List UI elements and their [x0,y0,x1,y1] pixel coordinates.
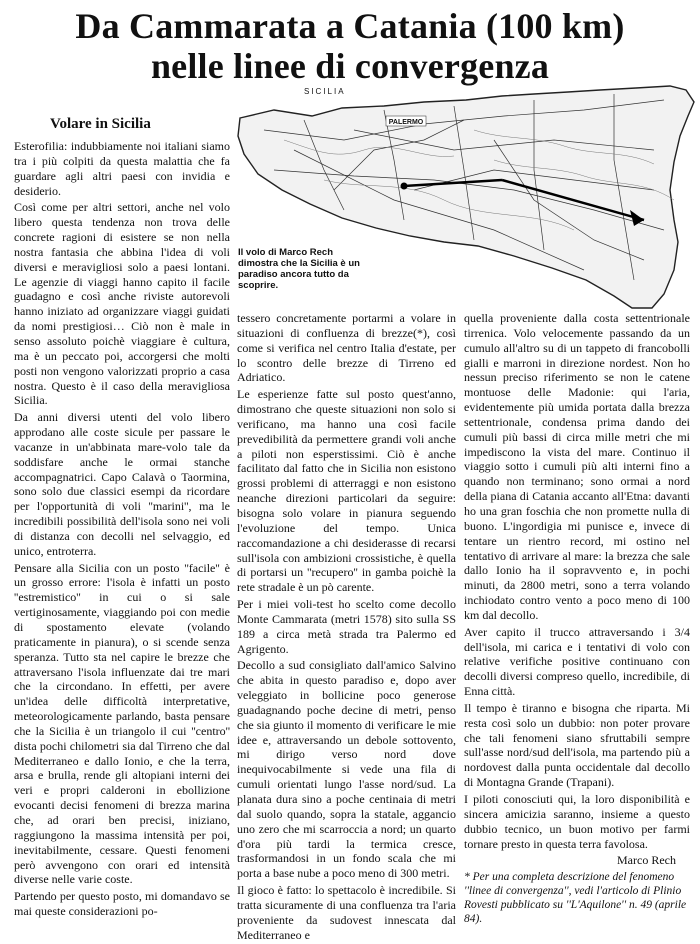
paragraph: quella proveniente dalla costa settentrionale tirrenica. Volo velocemente passando da un cumulo all'altro su di un tappeto di francobolli gialli e marroni in direzione nordest. Non ho nessun preciso riferimento se non le catene montuose delle Madonie: qui l'aria, evidentemente più umida portata dalla brezza settentrionale, condensa prima dando dei cumuli più bassi di circa mille metri che mi impediscono la vista del mare. Continuo il viaggio sotto i cumuli più alti interni fino a quando non terminano; sono ormai a nord della piana di Catania accanto all'Etna: davanti ho una gran foschia che non promette nulla di buono. L'ingordigia mi punisce e, invece di tentare un rientro record, mi ostino nel tentativo di arrivare al mare: la brezza che sale dallo Ionio ha il sopravvento e, in pochi minuti, da 2800 metri, sono a terra volando inchiodato contro vento a poco meno di 100 km dal decollo. [464,311,690,622]
paragraph: I piloti conosciuti qui, la loro disponibilità e sincera amicizia saranno, insieme a questo dubbio tecnico, un buon motivo per farmi tornare presto in questa terra favolosa. [464,792,690,851]
map-city-label-palermo: PALERMO [388,119,424,126]
title-line-1: Da Cammarata a Catania (100 km) [75,6,625,46]
paragraph: Decollo a sud consigliato dall'amico Salvino che abita in questo paradiso e, dopo aver veleggiato in bollicine poco generose guadagnando poche decine di metri, penso che sia giunto il momento di verificare le mie idee e, attraversando un debole sottovento, mi dirigo verso nord dove inequivocabilmente si vede una fila di cumuli orientati lungo l'asse nord/sud. La planata dura sino a poche centinaia di metri dal suolo quando, sopra la statale, aggancio uno zero che mi scarroccia a nord; un quarto d'ora più tardi la termica cresce, trasformandosi in un fondo scala che mi porta a base nube a poco meno di 300 metri. [237,658,456,881]
paragraph: Aver capito il trucco attraversando i 3/4 dell'isola, mi carica e i tentativi di volo con relative verifiche positive continuano con decolli diversi compreso quello, incredibile, di Enna città. [464,624,690,699]
footnote: * Per una completa descrizione del fenomeno ''linee di convergenza'', vedi l'articolo di Plinio Rovesti pubblicato su ''L'Aquilone'' n. 49 (aprile 84). [464,871,687,926]
title-line-2: nelle linee di convergenza [150,46,550,86]
paragraph: Partendo per questo posto, mi domandavo se mai queste considerazioni po- [14,889,230,919]
article-column-2 [237,311,456,944]
paragraph: Pensare alla Sicilia con un posto ''facile'' è un grosso errore: l'isola è infatti un posto ''estremistico'' in cui o si sale vertiginosamente, viaggiando poi con medie di spostamento elevate (volando praticamente in pianura), o si scende senza speranza. Tutto sta nel capire le brezze che attraversano l'isola influenzate dai tre mari che la circondano. In effetti, per avere un'idea delle difficoltà interpretative, meteorologicamente parlando, basta pensare che la Sicilia è un triangolo il cui ''centro'' dista pochi chilometri sia dal Tirreno che dal Mediterraneo e dallo Ionio, e che la terra, arsa e brulla, rende gli altopiani interni dei veri e propri calderoni in ebollizione evocanti decisi fenomeni di brezza marina che, ad orari ben precisi, iniziano, raggiungono la massima intensità per poi, inevitabilmente, cessare. Questi fenomeni però avvengono con orari ed intensità diverse nelle varie coste. [14,560,230,887]
paragraph: Esterofilia: indubbiamente noi italiani siamo tra i più colpiti da questa malattia che fa guardare agli altri paesi con invidia e desiderio. [14,139,230,198]
paragraph: Per i miei voli-test ho scelto come decollo Monte Cammarata (metri 1578) sito sulla SS 189 a circa metà strada tra Palermo ed Agrigento. [237,597,456,656]
article-column-3 [464,311,690,928]
map-region-label: SICILIA [304,87,346,96]
article-column-1 [14,139,230,921]
paragraph: Il gioco è fatto: lo spettacolo è incredibile. Si tratta sicuramente di una confluenza tra l'aria proveniente da sudovest innescata dal Mediterraneo e [237,883,456,942]
map-caption: Il volo di Marco Rech dimostra che la Sicilia è un paradiso ancora tutto da scoprire. [238,247,360,291]
takeoff-marker [401,183,408,190]
section-heading: Volare in Sicilia [50,116,151,132]
paragraph: Da anni diversi utenti del volo libero approdano alle coste sicule per passare le vacanze in un'abbinata mare-volo tale da soddisfare anche le ormai stanche accompagnatrici. Capo Calavà o Taormina, sono solo due classici esempi da ricordare per l'opportunità di voli ''marini'', ma le incredibili possibilità dell'isola sono nei voli di distanza con decolli nel selvaggio, ed unico, entroterra. [14,410,230,558]
paragraph: Così come per altri settori, anche nel volo libero questa tendenza non trova delle concrete ragioni di esistere se non nella nostra fantasia che abbina l'idea di voli diversi e meravigliosi solo a paesi lontani. Le agenzie di viaggi hanno capito il facile guadagno e così anche riviste autorevoli hanno iniziato ad organizzare viaggi guidati da nomi prestigiosi… Ciò non è male in senso assoluto poichè viaggiare è cultura, ma è un peccato poi, accorgersi che molti posti non vengono valorizzati proprio a casa nostra. Questo è il caso della meravigliosa Sicilia. [14,200,230,408]
article-title [0,6,700,86]
paragraph: Il tempo è tiranno e bisogna che riparta. Mi resta così solo un dubbio: non poter provare che tali fenomeni siano sfruttabili sempre sull'asse nord/sud dell'isola, ma partendo più a nordovest dalla punta occidentale dal decollo di Montagna Grande (Trapani). [464,700,690,790]
author-signature: Marco Rech [617,853,676,868]
paragraph: Le esperienze fatte sul posto quest'anno, dimostrano che queste situazioni non solo si verificano, ma hanno una così facile prevedibilità da permettere grandi voli anche a piloti non esperstissimi. Ciò è anche facilitato dal fatto che in Sicilia non esistono grossi problemi di atterraggi e non esistono neanche direzioni particolari da seguire: bisogna solo volare in pianura seguendo l'evoluzione del tempo. Unica raccomandazione a chi desiderasse di recarsi sull'isola con ambizioni crossistiche, è quella di portarsi un ''recupero'' in gamba poichè la rete stradale è un pò carente. [237,387,456,595]
paragraph: tessero concretamente portarmi a volare in situazioni di confluenza di brezze(*), così come si verifica nel centro Italia d'estate, per lo scontro delle brezze di Tirreno ed Adriatico. [237,311,456,385]
